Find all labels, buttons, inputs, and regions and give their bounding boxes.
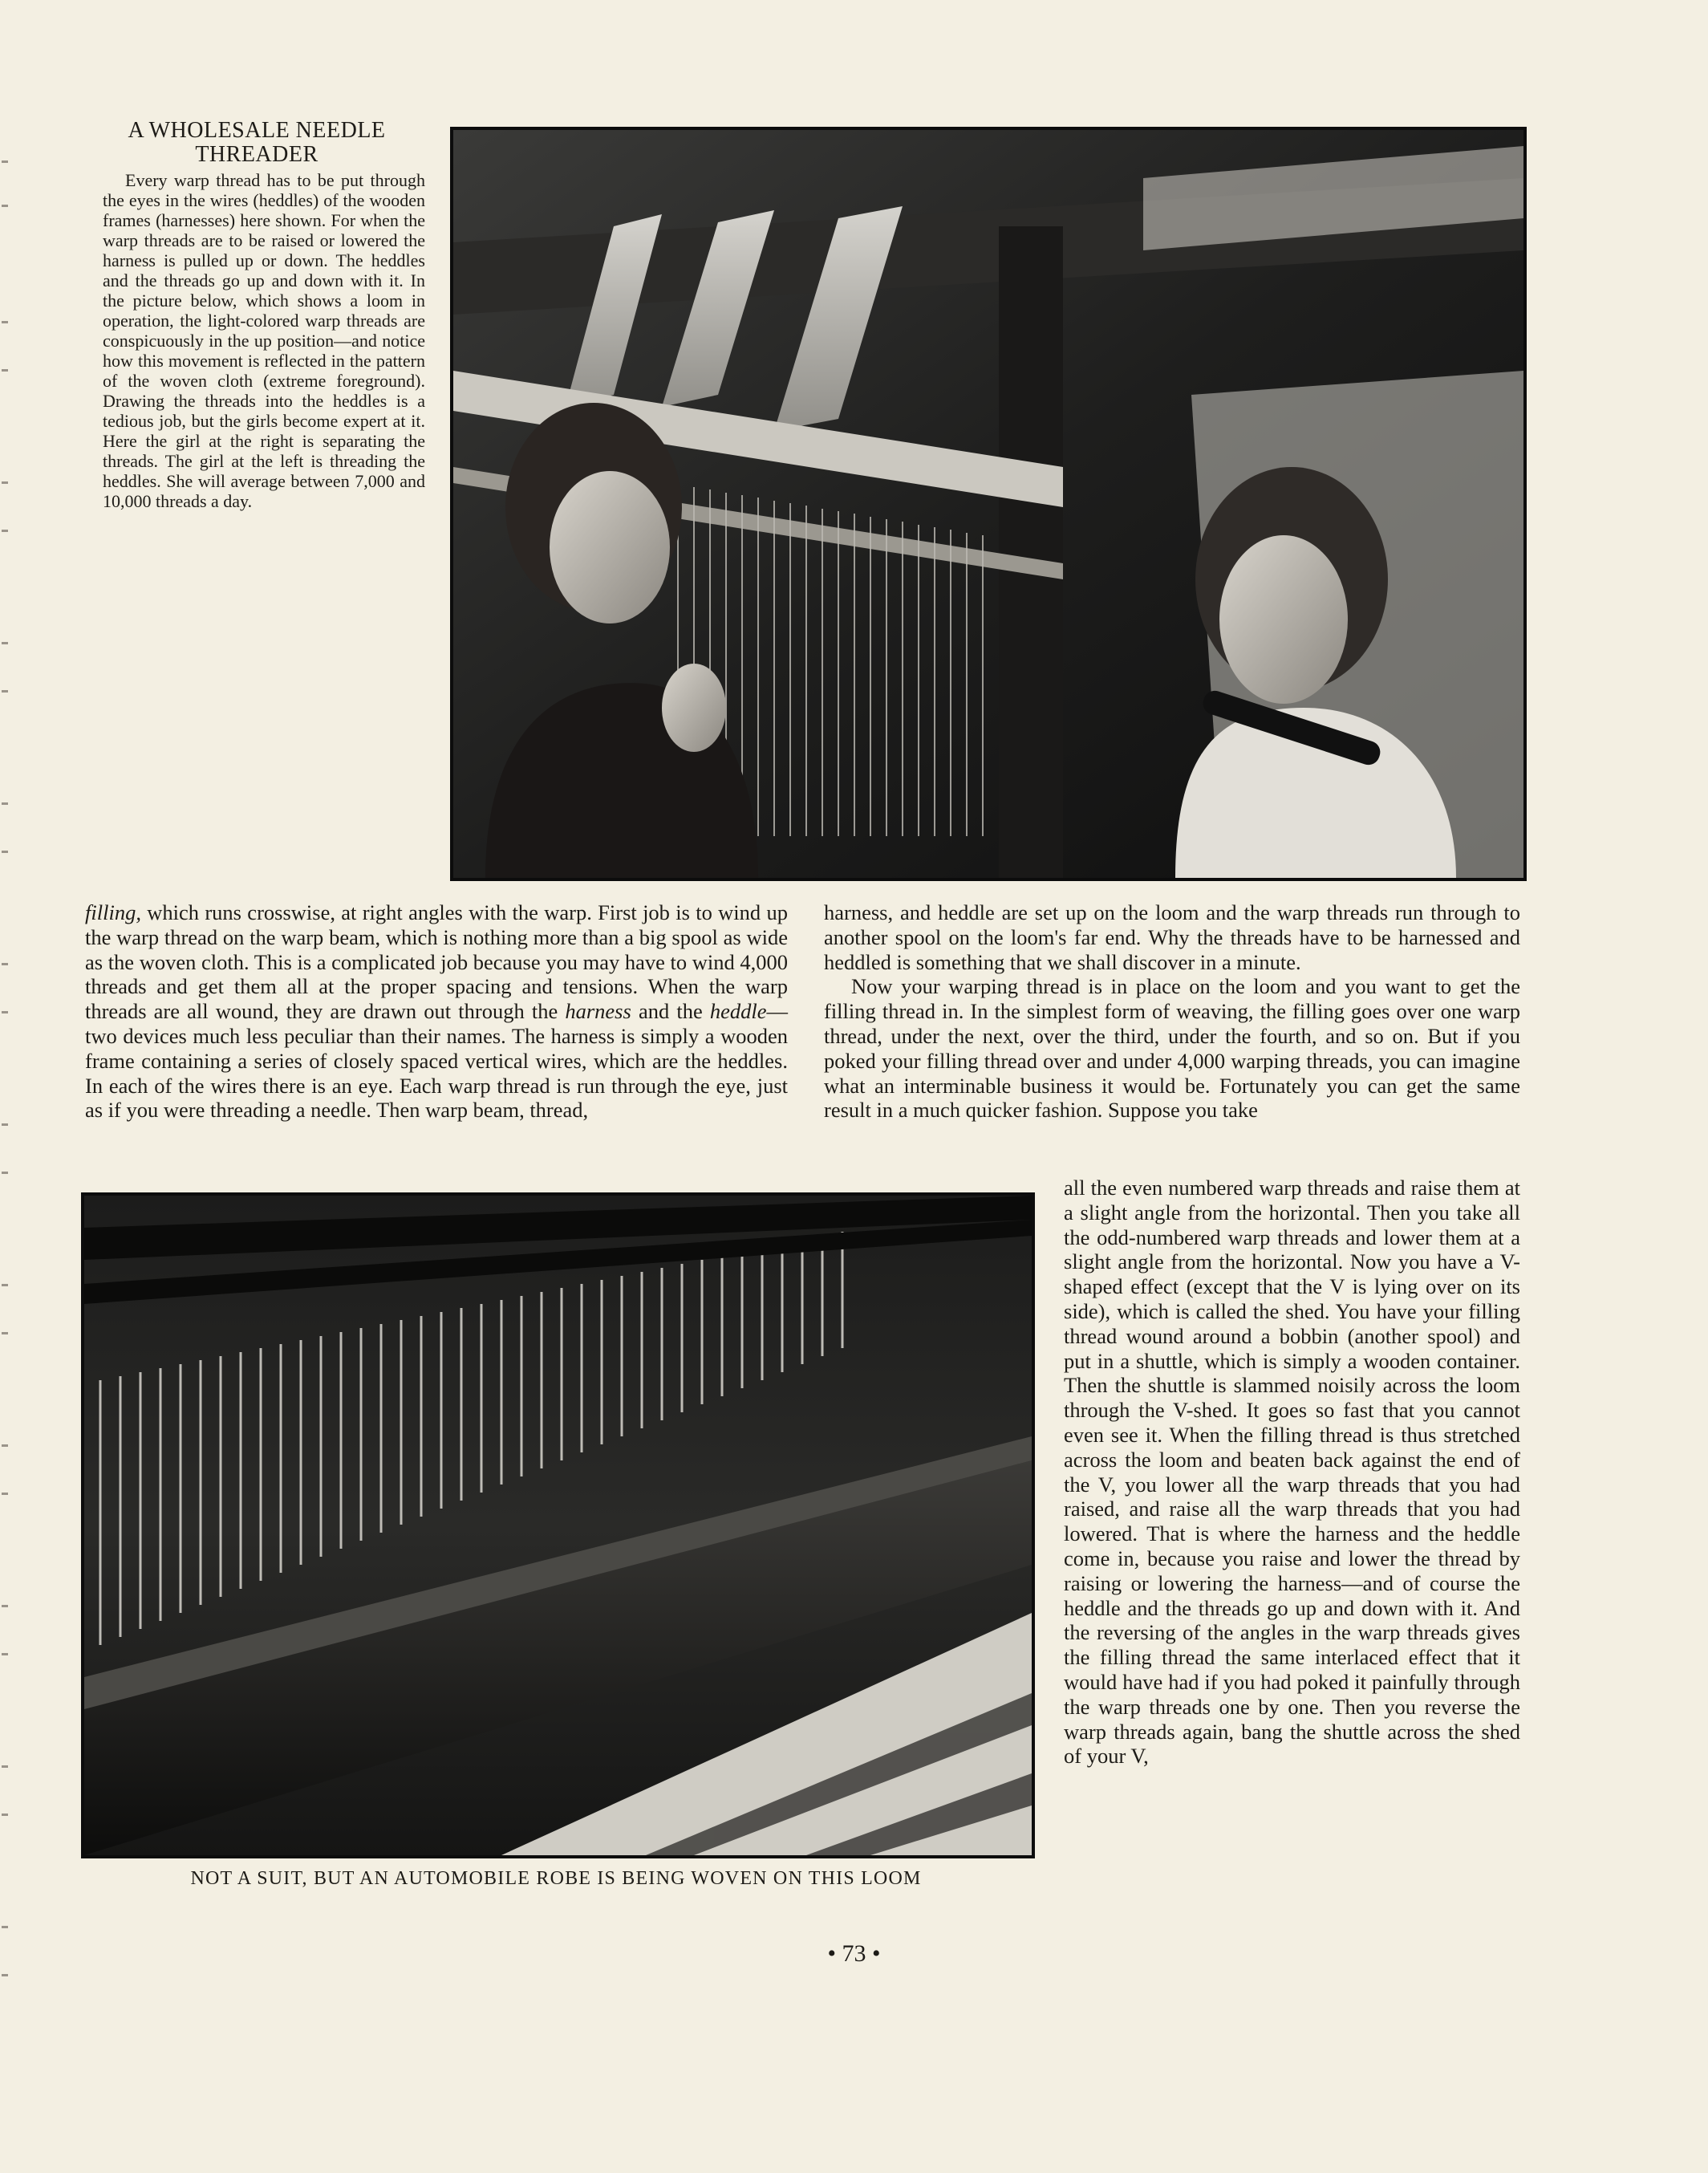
page-number: • 73 • — [827, 1940, 881, 1967]
bottom-photo-caption: NOT A SUIT, BUT AN AUTOMOBILE ROBE IS BEING WOVEN ON THIS LOOM — [190, 1868, 922, 1889]
caption-title: A WHOLESALE NEEDLE THREADER — [128, 118, 386, 167]
right-paragraph-2: Now your warping thread is in place on the loom and you want to get the filling thread in. In the simplest form of weaving, the filling goes over one warp thread, under the next, over the third, under the fourth, and so on. But if you poked your filling thread over and under 4,000 warping threads, you can imagine what an interminable business it would be. Fortunately you can get the same result in a much quicker fashion. Suppose you take — [824, 974, 1520, 1123]
body-left-paragraph — [85, 900, 788, 1123]
right-paragraph-3: all the even numbered warp threads and raise them at a slight angle from the horizontal. Then you take all the odd-numbered warp threads and lower them at a slight angle from the horizontal. Now you have a V-shaped effect (except that the V is lying over on its side), which is called the shed. You have your filling thread wound around a bobbin (another spool) and put in a shuttle, which is simply a wooden container. Then the shuttle is slammed noisily across the loom through the V-shed. It goes so fast that you cannot even see it. When the filling thread is thus stretched across the loom and beaten back against the end of the V, you lower all the warp threads that you had raised, and raise all the warp threads that you had lowered. That is where the harness and the heddle come in, because you raise and lower the thread by raising or lowering the harness—and of course the heddle and the threads go up and down with it. And the reversing of the angles in the warp threads gives the filling thread the same interlaced effect that it would have had if you had poked it painfully through the warp threads one by one. Then you reverse the warp threads again, bang the shuttle across the shed of your V, — [1064, 1176, 1520, 1769]
left-text-2: and the — [631, 999, 710, 1024]
photo-women-threading-loom — [450, 127, 1527, 881]
photo-loom-weaving-robe — [81, 1192, 1035, 1858]
left-text-1: which runs crosswise, at right angles with the warp. First job is to wind up the warp thread on the warp beam, which is nothing more than a big spool as wide as the woven cloth. This is a complicated job because you may have to wind 4,000 threads and get them all at the proper spacing and tensions. When the warp threads are all wound, they are drawn out through the — [85, 900, 789, 1024]
right-paragraph-1: harness, and heddle are set up on the loom and the warp threads run through to another spool on the loom's far end. Why the threads have to be harnessed and heddled is something that we shall discover in a minute. — [824, 900, 1520, 974]
photo-top-image — [453, 130, 1523, 878]
caption-text: Every warp thread has to be put through the eyes in the wires (heddles) of the wooden frames (harnesses) here shown. For when the warp threads are to be raised or lowered the harness is pulled up or down. The heddles and the threads go up and down with it. In the picture below, which shows a loom in operation, the light-colored warp threads are conspicuously in the up position—and notice how this movement is reflected in the pattern of the woven cloth (extreme foreground). Drawing the threads into the heddles is a tedious job, but the girls become expert at it. Here the girl at the right is separating the threads. The girl at the left is threading the heddles. She will average between 7,000 and 10,000 threads a day. — [103, 170, 425, 511]
binding-punch-marks — [0, 0, 21, 2173]
body-right-column-narrow — [1064, 1176, 1520, 1769]
left-text-3: —two devices much less peculiar than their names. The harness is simply a wooden frame containing a series of closely spaced vertical wires, which are the heddles. In each of the wires there is an eye. Each warp thread is run through the eye, just as if you were threading a needle. Then warp beam, thread, — [85, 999, 788, 1123]
photo-bottom-image — [84, 1196, 1032, 1855]
term-heddle: heddle — [709, 999, 767, 1024]
term-harness: harness — [565, 999, 631, 1024]
term-filling: filling, — [85, 900, 141, 924]
body-right-column-top — [824, 900, 1520, 1123]
body-left-column — [85, 900, 788, 1123]
